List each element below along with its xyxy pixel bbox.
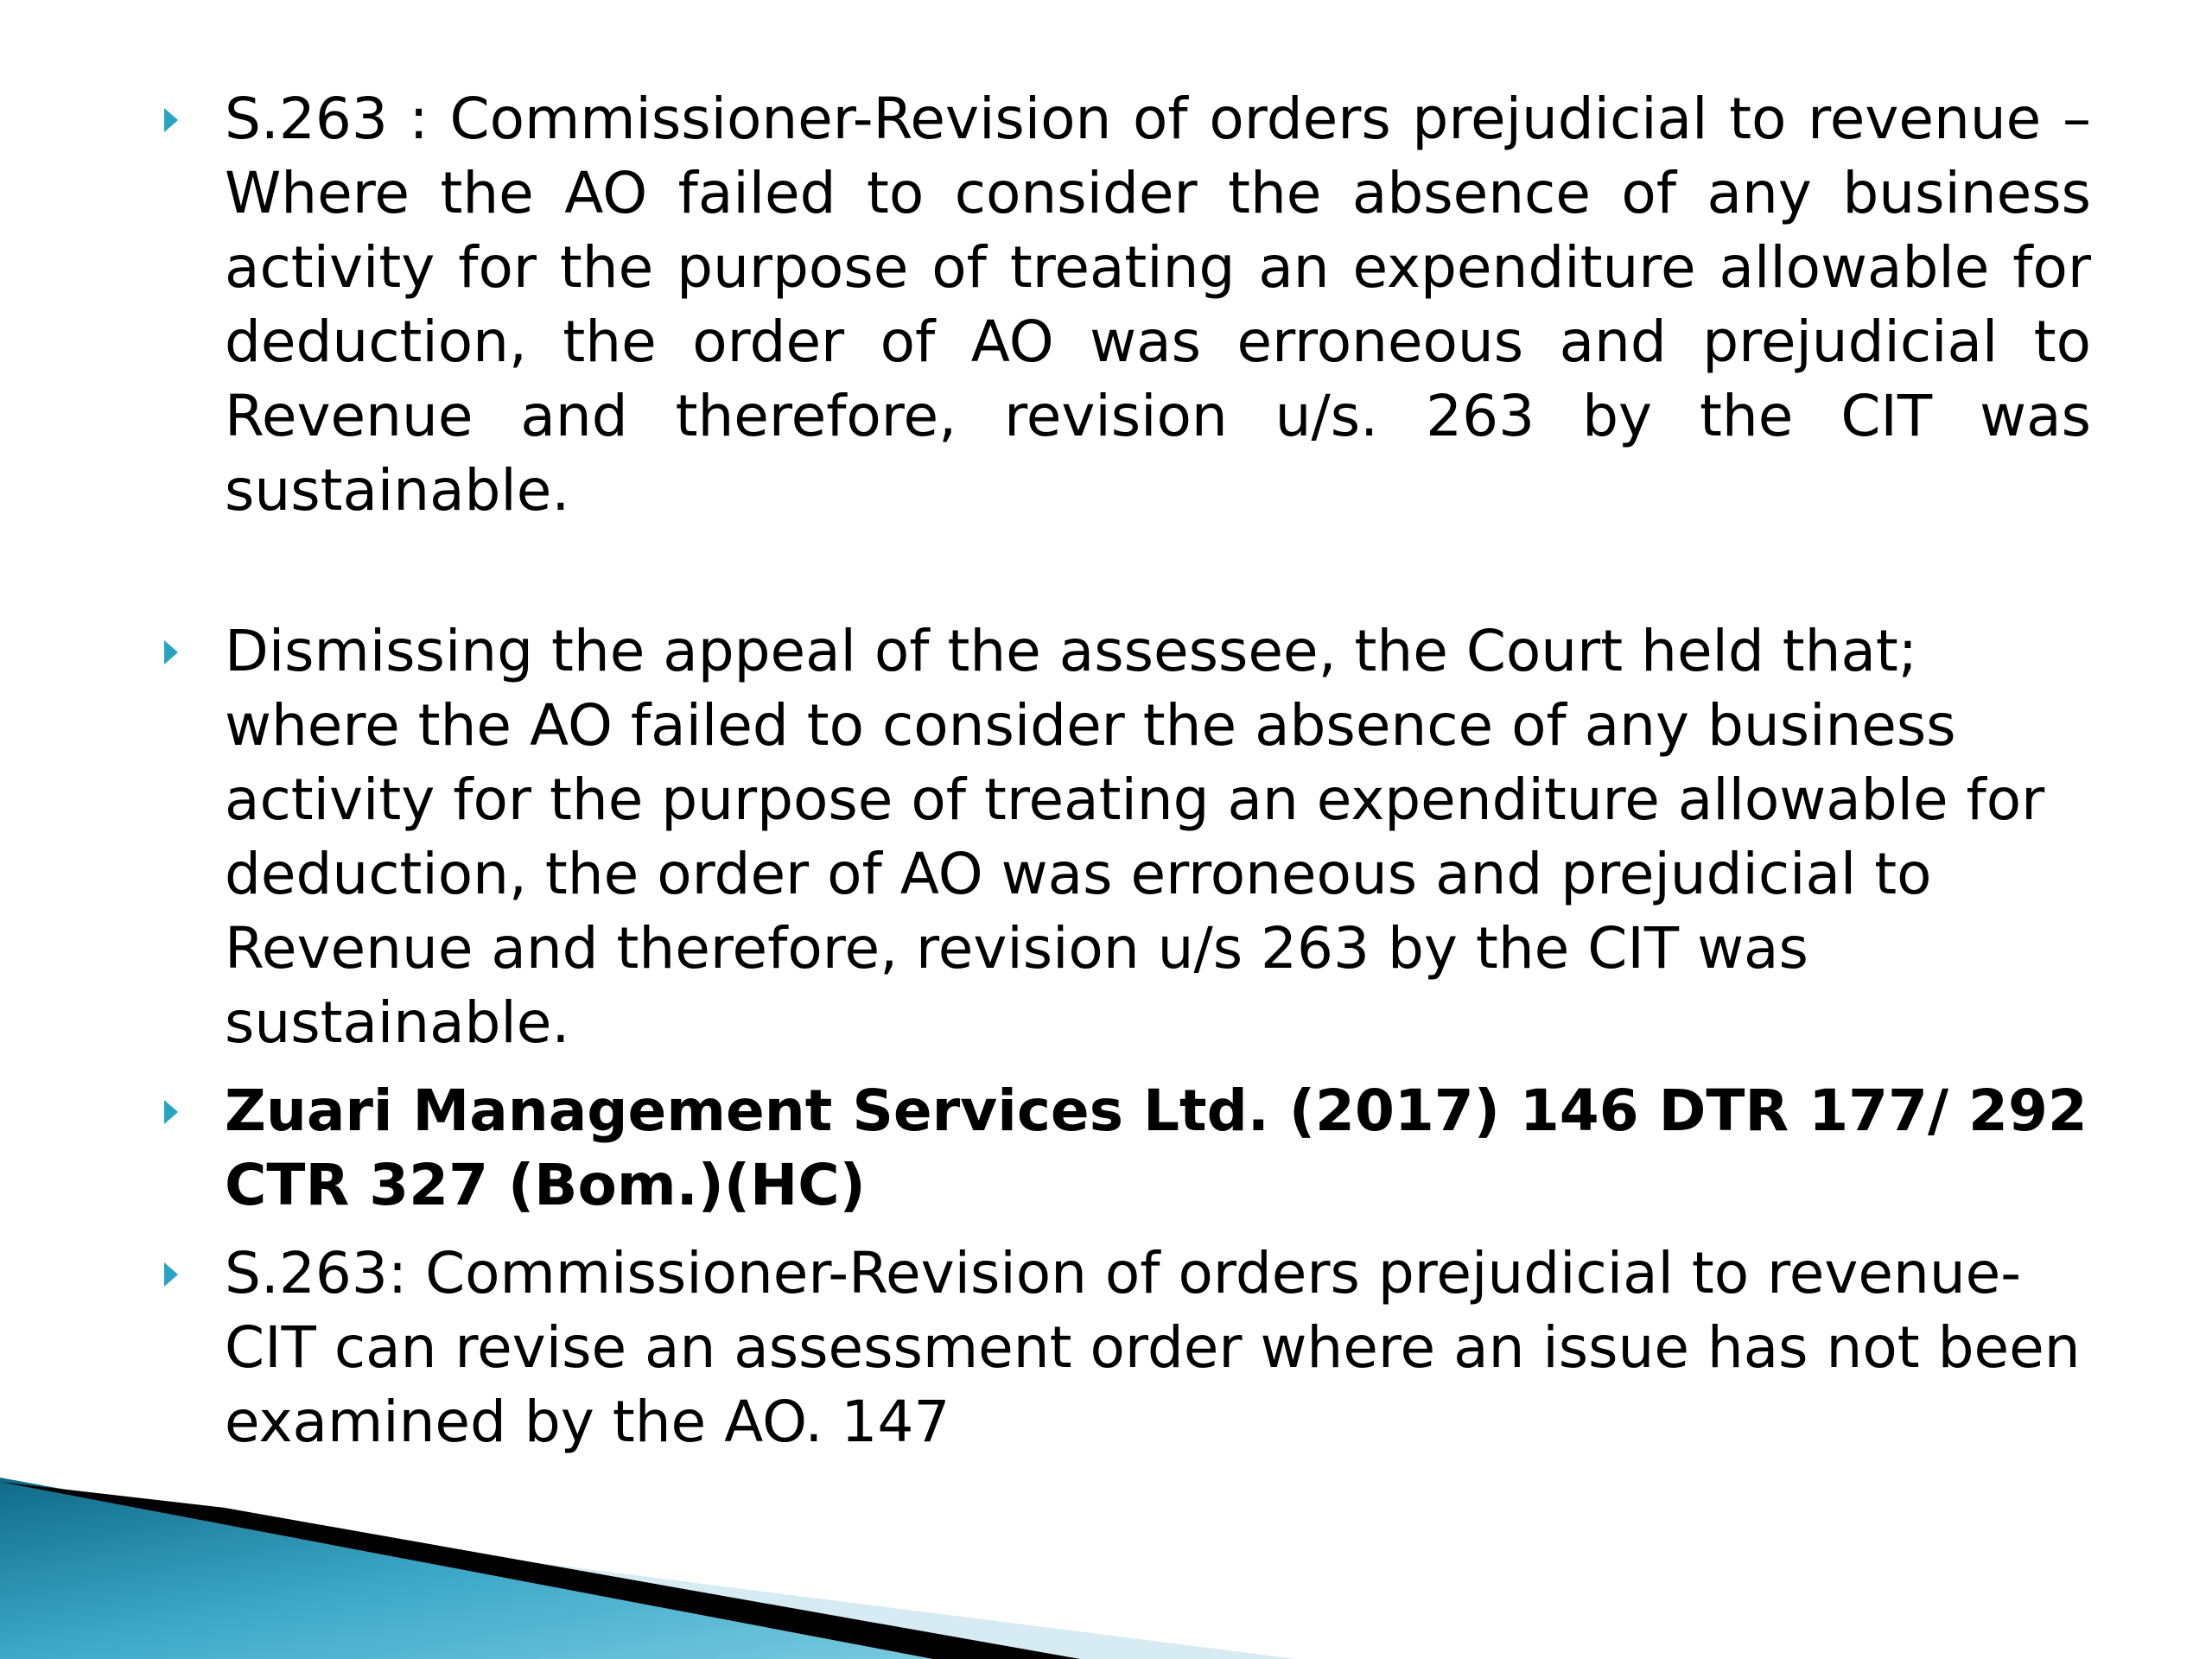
triangle-bullet-icon [164,1100,178,1124]
bullet-text: S.263 : Commissioner-Revision of orders prejudicial to revenue – Where the AO failed to consider the absence of any business activity for the purpose of treating an expenditure allowable for deduction, the order of AO was erroneous and prejudicial to Revenue and therefore, revision u/s. 263 by the CIT was sustainable. [225,86,2091,524]
bullet-item-2 [156,614,2091,1060]
corner-swoosh-decoration [0,1400,2212,1659]
triangle-bullet-icon [164,1262,178,1287]
bullet-text: Dismissing the appeal of the assessee, the Court held that; where the AO failed to consider the absence of any business activity for the purpose of treating an expenditure allowable for deduction, the order of AO was erroneous and prejudicial to Revenue and therefore, revision u/s 263 by the CIT was sustainable. [225,618,2045,1056]
case-citation: Zuari Management Services Ltd. (2017) 146 DTR 177/ 292 CTR 327 (Bom.)(HC) [225,1077,2088,1218]
triangle-bullet-icon [164,108,178,132]
bullet-item-citation [156,1074,2091,1223]
triangle-bullet-icon [164,640,178,664]
bullet-item-1 [156,82,2091,528]
bullet-text: S.263: Commissioner-Revision of orders prejudicial to revenue-CIT can revise an assessment order where an issue has not been examined by the AO. 147 [225,1240,2081,1455]
slide-content [156,82,2091,1459]
